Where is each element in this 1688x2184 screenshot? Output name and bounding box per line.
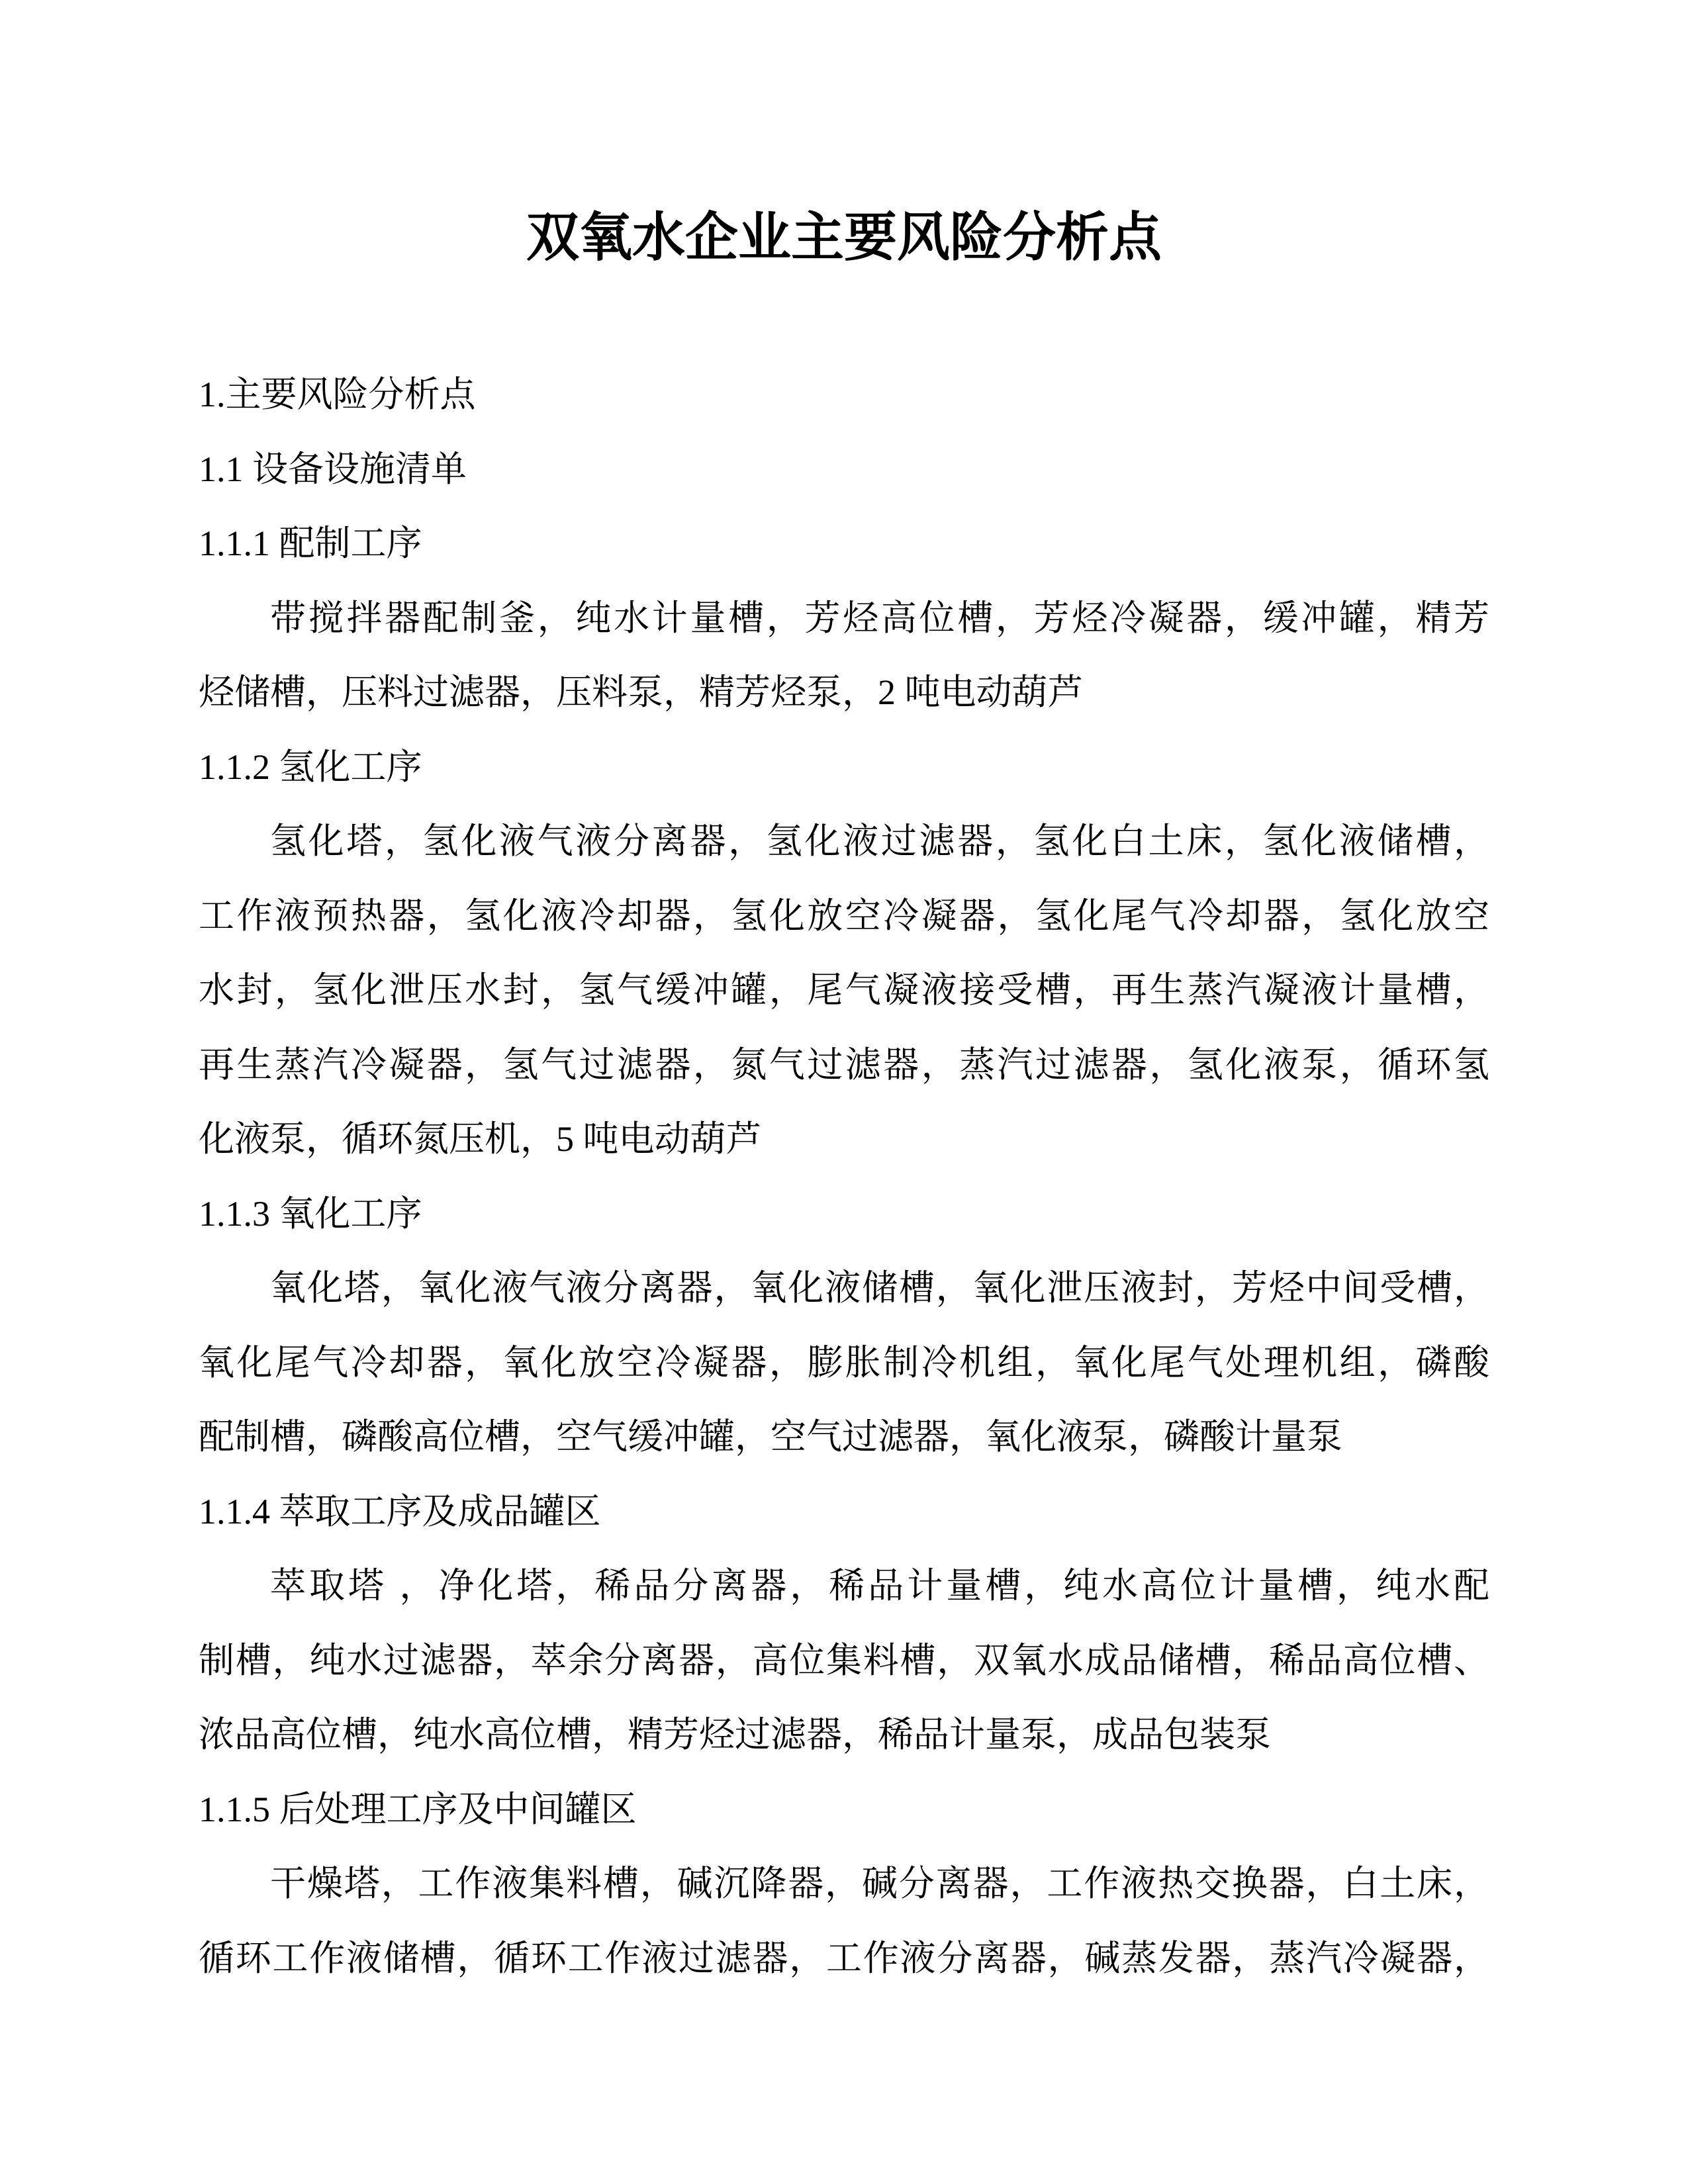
heading-line: 1.1.3 氧化工序 xyxy=(199,1193,422,1234)
paragraph-line: 烃储槽，压料过滤器，压料泵，精芳烃泵，2 吨电动葫芦 xyxy=(199,672,1084,712)
paragraph-line: 氧化尾气冷却器，氧化放空冷凝器，膨胀制冷机组，氧化尾气处理机组，磷酸 xyxy=(199,1342,1489,1383)
paragraph-line: 配制槽，磷酸高位槽，空气缓冲罐，空气过滤器，氧化液泵，磷酸计量泵 xyxy=(199,1417,1342,1457)
paragraph-line: 萃取塔 ，净化塔，稀品分离器，稀品计量槽，纯水高位计量槽，纯水配 xyxy=(270,1566,1489,1606)
paragraph-line: 带搅拌器配制釜，纯水计量槽，芳烃高位槽，芳烃冷凝器，缓冲罐，精芳 xyxy=(270,598,1489,638)
heading-line: 1.1.4 萃取工序及成品罐区 xyxy=(199,1491,601,1531)
paragraph-line: 再生蒸汽冷凝器，氢气过滤器，氮气过滤器，蒸汽过滤器，氢化液泵，循环氢 xyxy=(199,1044,1489,1085)
heading-line: 1.1.5 后处理工序及中间罐区 xyxy=(199,1789,637,1829)
paragraph-line: 浓品高位槽，纯水高位槽，精芳烃过滤器，稀品计量泵，成品包装泵 xyxy=(199,1715,1271,1754)
document-title: 双氧水企业主要风险分析点 xyxy=(526,209,1162,267)
heading-line: 1.1.2 氢化工序 xyxy=(199,747,422,787)
paragraph-line: 水封，氢化泄压水封，氢气缓冲罐，尾气凝液接受槽，再生蒸汽凝液计量槽， xyxy=(199,970,1489,1010)
paragraph-line: 化液泵，循环氮压机，5 吨电动葫芦 xyxy=(199,1119,762,1159)
paragraph-line: 工作液预热器，氢化液冷却器，氢化放空冷凝器，氢化尾气冷却器，氢化放空 xyxy=(199,895,1489,936)
paragraph-line: 氢化塔，氢化液气液分离器，氢化液过滤器，氢化白土床，氢化液储槽， xyxy=(270,821,1489,861)
heading-line: 1.1 设备设施清单 xyxy=(199,449,467,489)
paragraph-line: 制槽，纯水过滤器，萃余分离器，高位集料槽，双氧水成品储槽，稀品高位槽、 xyxy=(199,1640,1489,1680)
paragraph-line: 干燥塔，工作液集料槽，碱沉降器，碱分离器，工作液热交换器，白土床， xyxy=(270,1864,1489,1903)
document-body xyxy=(199,357,1489,1995)
paragraph-line: 氧化塔，氧化液气液分离器，氧化液储槽，氧化泄压液封，芳烃中间受槽， xyxy=(270,1268,1489,1308)
heading-line: 1.主要风险分析点 xyxy=(199,375,476,414)
paragraph-line: 循环工作液储槽，循环工作液过滤器，工作液分离器，碱蒸发器，蒸汽冷凝器， xyxy=(199,1938,1489,1978)
heading-line: 1.1.1 配制工序 xyxy=(199,523,422,563)
